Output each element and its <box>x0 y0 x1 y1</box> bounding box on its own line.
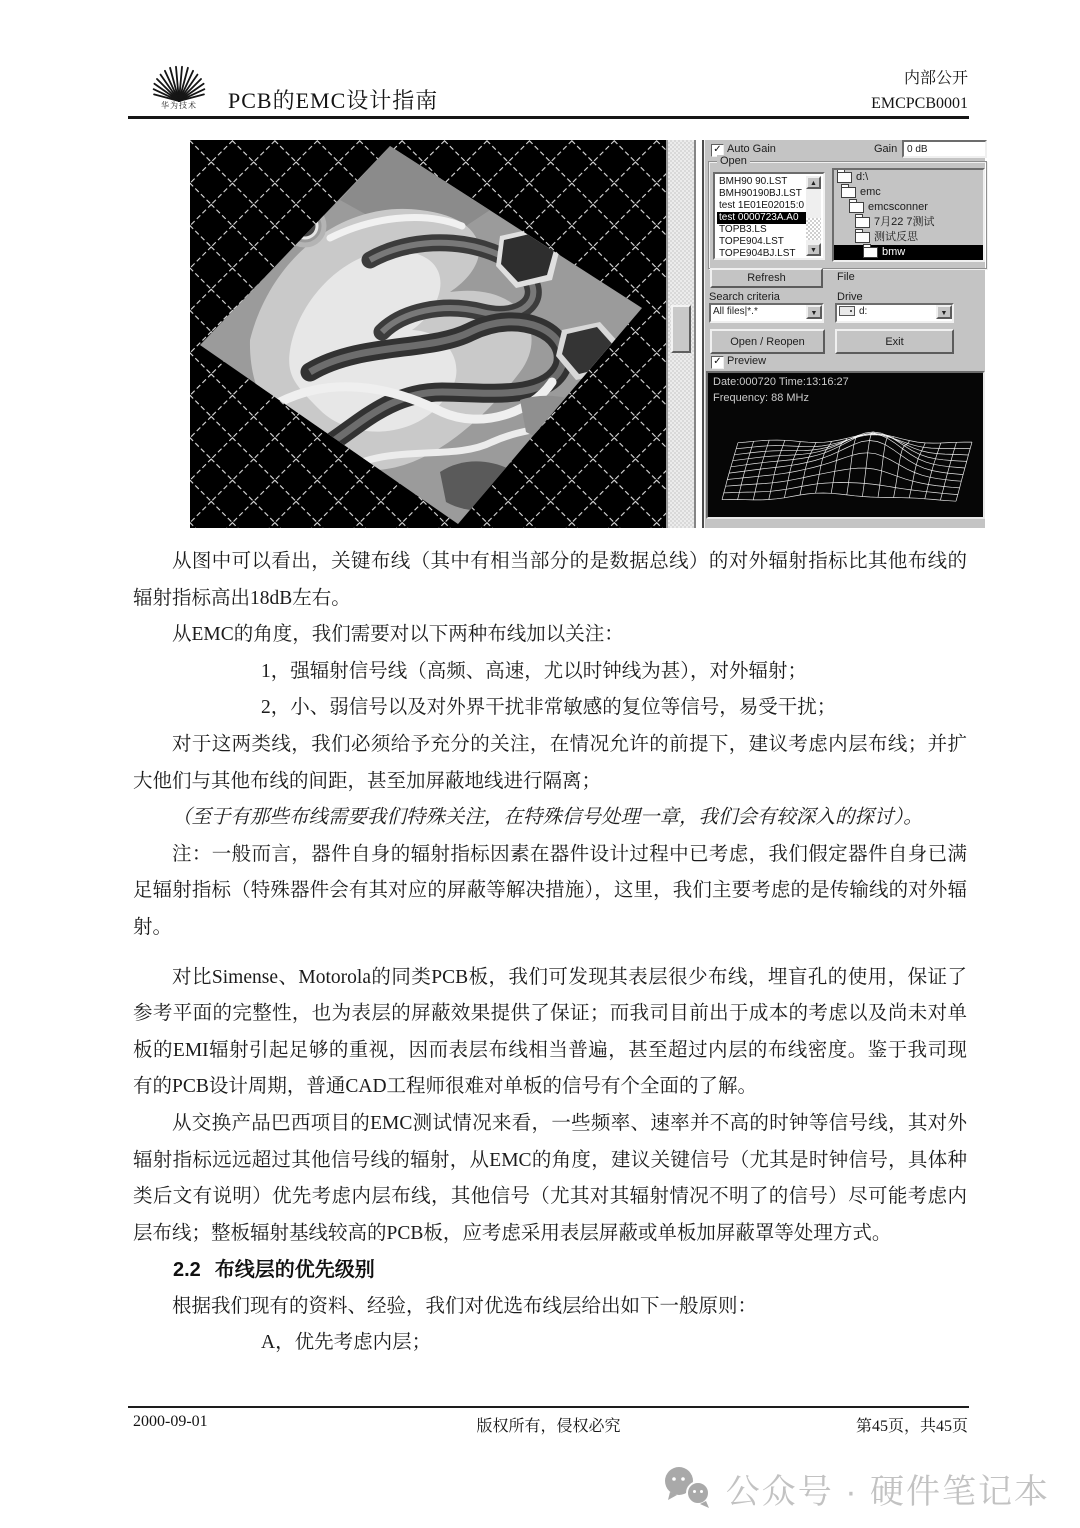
emc-scan-contour-image <box>190 140 666 528</box>
tree-item[interactable] <box>834 170 983 185</box>
tree-item-label: d:\ <box>856 171 869 183</box>
tree-item-selected[interactable] <box>834 245 983 260</box>
section-title: 布线层的优先级别 <box>214 1259 375 1282</box>
folder-icon <box>841 187 856 198</box>
scrollbar-track[interactable] <box>806 218 821 240</box>
open-reopen-button[interactable]: Open / Reopen <box>710 329 825 354</box>
file-item[interactable]: TOPE904BJ.LST <box>719 248 796 256</box>
logo-caption: 华为技术 <box>161 101 197 110</box>
document-number: EMCPCB0001 <box>871 95 968 112</box>
paragraph: 对于这两类线，我们必须给予充分的关注，在情况允许的前提下，建议考虑内层布线；并扩大他们与其他布线的间距，甚至加屏蔽地线进行隔离； <box>133 733 967 792</box>
scroll-up-icon[interactable]: ▲ <box>806 176 821 189</box>
paragraph-italic-note: （至于有那些布线需要我们特殊关注，在特殊信号处理一章，我们会有较深入的探讨）。 <box>172 807 923 829</box>
preview-date-time: Date:000720 Time:13:16:27 <box>713 376 849 388</box>
file-item[interactable]: BMH90 90.LST <box>719 176 788 187</box>
scan-tool-dialog <box>702 140 985 528</box>
gain-value: 0 dB <box>907 144 928 155</box>
body-text <box>133 544 967 1362</box>
folder-icon <box>837 172 852 183</box>
folder-icon <box>855 217 870 228</box>
tree-item[interactable] <box>834 230 983 245</box>
tree-item[interactable] <box>834 200 983 215</box>
open-groupbox-label: Open <box>717 155 750 167</box>
file-item[interactable]: BMH90190BJ.LST <box>719 188 802 199</box>
list-item: 1，强辐射信号线（高频、高速，尤以时钟线为甚），对外辐射； <box>261 660 808 682</box>
check-icon: ✓ <box>713 144 722 155</box>
chevron-down-icon[interactable]: ▼ <box>806 305 822 319</box>
header-rule <box>128 116 969 119</box>
watermark-text: 公众号 · 硬件笔记本 <box>725 1472 1050 1511</box>
footer-copyright: 版权所有，侵权必究 <box>476 1418 621 1435</box>
paragraph: 从交换产品巴西项目的EMC测试情况来看，一些频率、速率并不高的时钟等信号线，其对外辐射指标远远超过其他信号线的辐射，从EMC的角度，建议关键信号（尤其是时钟信号，具体种类后文有说明）优先考虑内层布线，其他信号（尤其对其辐射情况不明了的信号）尽可能考虑内层布线；整板辐射基线较高的PCB板，应考虑采用表层屏蔽或单板加屏蔽罩等处理方式。 <box>133 1112 967 1244</box>
file-item[interactable]: TOPE904.LST <box>719 236 784 247</box>
file-item[interactable]: TOPB3.LS <box>719 224 767 235</box>
watermark <box>662 1462 1050 1514</box>
document-title: PCB的EMC设计指南 <box>228 88 439 113</box>
check-icon: ✓ <box>713 356 722 367</box>
file-list-scrollbar[interactable] <box>806 176 821 256</box>
refresh-button[interactable]: Refresh <box>710 268 823 288</box>
tree-item[interactable] <box>834 185 983 200</box>
footer-page-info: 第45页，共45页 <box>855 1418 968 1435</box>
scrollbar-thumb[interactable] <box>671 305 691 353</box>
section-heading <box>133 1252 967 1289</box>
file-item-selected[interactable]: test 0000723A.A0 <box>717 212 806 224</box>
paragraph: 注：一般而言，器件自身的辐射指标因素在器件设计过程中已考虑，我们假定器件自身已满足辐射指标（特殊器件会有其对应的屏蔽等解决措施），这里，我们主要考虑的是传输线的对外辐射。 <box>133 843 967 938</box>
footer-date: 2000-09-01 <box>133 1413 208 1430</box>
search-criteria-combo[interactable] <box>709 303 824 323</box>
search-criteria-value: All files|*.* <box>713 306 758 317</box>
gain-label: Gain <box>874 143 898 155</box>
file-label: File <box>837 271 855 283</box>
paragraph: 对比Simense、Motorola的同类PCB板，我们可发现其表层很少布线，埋盲孔的使用，保证了参考平面的完整性，也为表层的屏蔽效果提供了保证；而我司目前出于成本的考虑以及尚未对单板的EMI辐射引起足够的重视，因而表层布线相当普遍，甚至超过内层的布线密度。鉴于我司现有的PCB设计周期，普通CAD工程师很难对单板的信号有个全面的了解。 <box>133 966 967 1098</box>
tree-item-label: 7月22 7测试 <box>874 216 935 228</box>
tree-item-label: emc <box>860 186 881 198</box>
drive-value: d: <box>839 306 867 317</box>
preview-label: Preview <box>727 355 767 367</box>
paragraph: 从图中可以看出，关键布线（其中有相当部分的是数据总线）的对外辐射指标比其他布线的辐射指标高出18dB左右。 <box>133 551 967 609</box>
tree-item-label: 测试反思 <box>874 231 918 243</box>
wechat-icon <box>662 1466 714 1510</box>
search-criteria-label: Search criteria <box>709 291 780 303</box>
tree-item-label: emcsconner <box>868 201 928 213</box>
preview-checkbox[interactable] <box>711 356 724 369</box>
paragraph: 从EMC的角度，我们需要对以下两种布线加以关注： <box>172 624 624 646</box>
exit-button[interactable]: Exit <box>835 329 954 354</box>
tree-item[interactable] <box>834 215 983 230</box>
emc-scan-figure <box>190 140 985 528</box>
scroll-down-icon[interactable]: ▼ <box>806 243 821 256</box>
preview-pane <box>706 371 985 519</box>
auto-gain-label: Auto Gain <box>727 143 776 155</box>
classification-label: 内部公开 <box>903 70 968 87</box>
wireframe-surface-image <box>708 397 983 517</box>
chevron-down-icon[interactable]: ▼ <box>936 305 952 319</box>
drive-label: Drive <box>837 291 863 303</box>
header-classification-block <box>700 66 968 116</box>
open-folder-icon <box>863 247 878 258</box>
footer-rule <box>128 1406 969 1408</box>
figure-vertical-scrollbar[interactable] <box>666 140 696 528</box>
drive-combo[interactable] <box>835 303 954 323</box>
list-item: 2，小、弱信号以及对外界干扰非常敏感的复位等信号，易受干扰； <box>261 697 837 719</box>
file-listbox[interactable] <box>713 172 825 260</box>
preview-frequency: Frequency: 88 MHz <box>713 392 809 404</box>
folder-icon <box>849 202 864 213</box>
drive-icon <box>839 306 855 316</box>
file-item[interactable]: test 1E01E02015:0 <box>719 200 805 211</box>
gain-field[interactable] <box>902 140 987 158</box>
list-item: A，优先考虑内层； <box>261 1332 432 1354</box>
folder-tree[interactable] <box>832 168 985 262</box>
paragraph: 根据我们现有的资料、经验，我们对优选布线层给出如下一般原则： <box>172 1295 758 1317</box>
tree-item-label: bmw <box>882 246 906 258</box>
file-list-items <box>717 176 806 256</box>
section-number: 2.2 <box>173 1259 201 1282</box>
folder-icon <box>855 232 870 243</box>
